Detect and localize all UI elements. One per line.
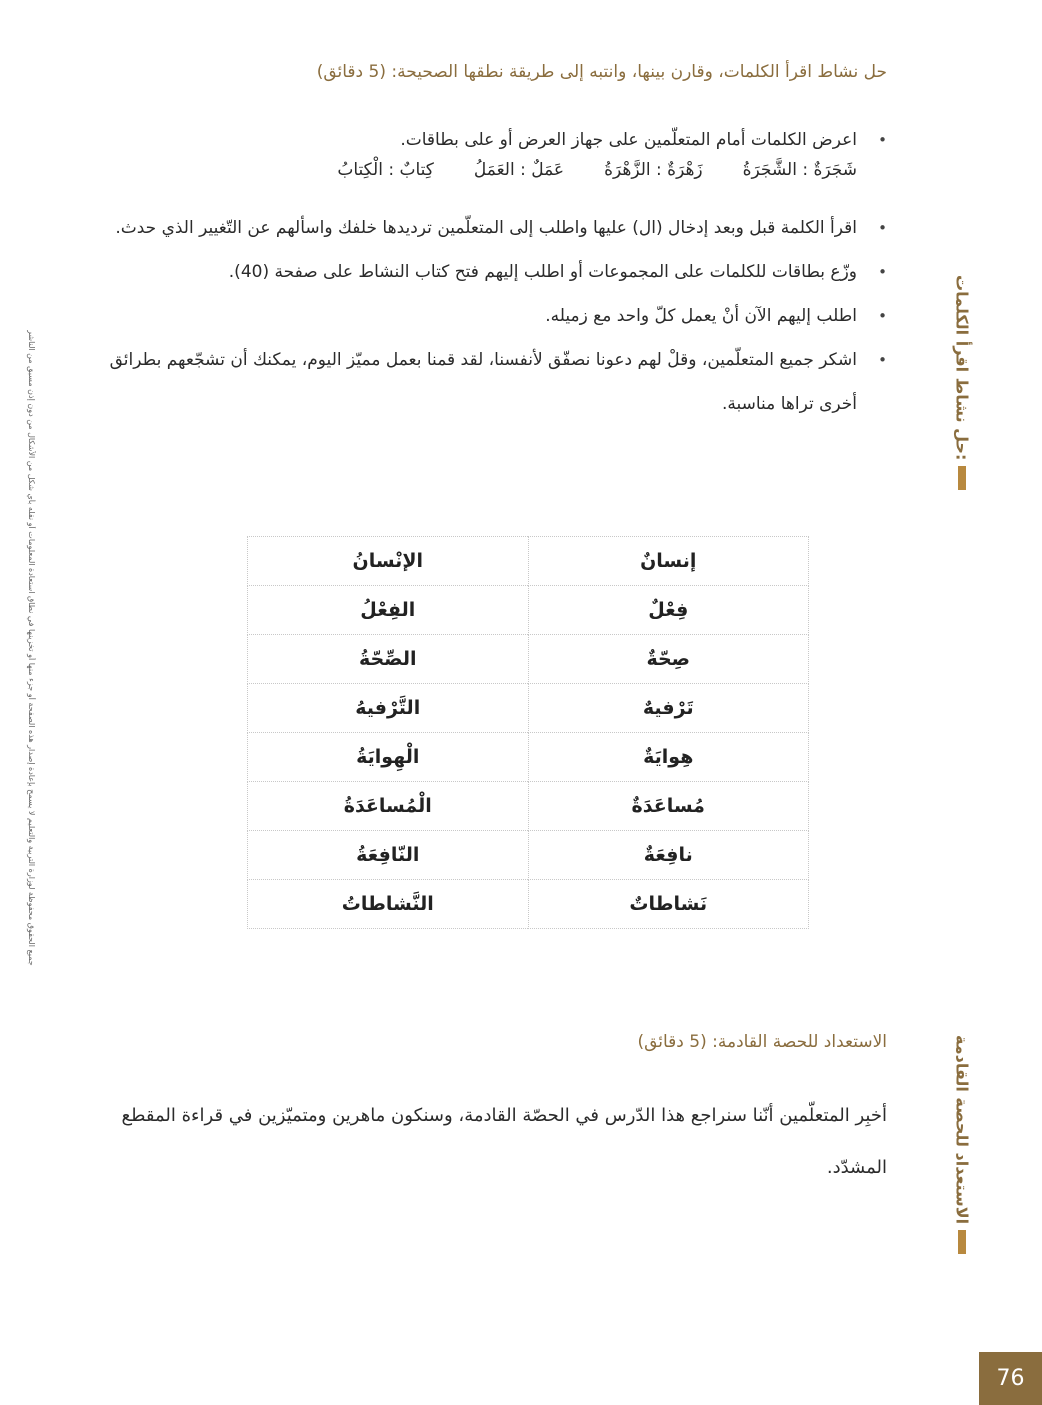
side-label-text: حل نشاط اقرأ الكلمات: <box>952 275 972 461</box>
preparation-text: أخبِر المتعلّمين أنّنا سنراجع هذا الدّرس في الحصّة القادمة، وسنكون ماهرين ومتميّزين في قراءة المقطع المشدّد. <box>121 1105 887 1178</box>
word-with-al: النّافِعَةُ <box>248 831 529 880</box>
bullet-item: • اقرأ الكلمة قبل وبعد إدخال (ال) عليها واطلب إلى المتعلّمين ترديدها خلفك واسألهم عن التّغيير الذي حدث. <box>67 206 857 250</box>
table-row <box>248 831 809 880</box>
word-with-al: النَّشاطاتُ <box>248 880 529 929</box>
bullet-item: • وزّع بطاقات للكلمات على المجموعات أو اطلب إليهم فتح كتاب النشاط على صفحة (40). <box>67 250 857 294</box>
side-label-preparation <box>942 1035 982 1254</box>
copyright-notice: جميع الحقوق محفوظة لوزارة التربية والتعليم لا يسمح بإعادة إصدار هذه الصفحة أو جزء منها أو تخزينها في نطاق استعادة المعلومات أو نقله بأي شكل من الأشكال من دون إذن مسبق من الناشر <box>27 330 36 966</box>
word-with-al: الإنْسانُ <box>248 537 529 586</box>
word-without-al: فِعْلٌ <box>528 586 809 635</box>
word-without-al: إنسانٌ <box>528 537 809 586</box>
words-table <box>247 536 809 929</box>
word-pairs-line <box>337 160 857 180</box>
word-without-al: نافِعَةٌ <box>528 831 809 880</box>
word-without-al: صِحّةٌ <box>528 635 809 684</box>
side-label-text: الاستعداد للحصة القادمة <box>952 1035 972 1225</box>
side-label-bar <box>958 466 966 490</box>
table-row <box>248 880 809 929</box>
bullet-item: • اعرض الكلمات أمام المتعلّمين على جهاز العرض أو على بطاقات. <box>67 118 857 162</box>
table-row <box>248 782 809 831</box>
side-label-activity <box>942 275 982 490</box>
table-row <box>248 733 809 782</box>
word-with-al: الْهِوايَةُ <box>248 733 529 782</box>
bullet-item: • اطلب إليهم الآن أنْ يعمل كلّ واحد مع زميله. <box>67 294 857 338</box>
word-with-al: التَّرْفيهُ <box>248 684 529 733</box>
table-row <box>248 635 809 684</box>
side-label-bar <box>958 1230 966 1254</box>
word-with-al: الصِّحّةُ <box>248 635 529 684</box>
page-number: 76 <box>979 1352 1042 1405</box>
word-with-al: الفِعْلُ <box>248 586 529 635</box>
word-with-al: الْمُساعَدَةُ <box>248 782 529 831</box>
word-without-al: تَرْفيهٌ <box>528 684 809 733</box>
table-row <box>248 586 809 635</box>
word-pair: زَهْرَةٌ : الزَّهْرَةُ <box>604 160 703 180</box>
table-row <box>248 537 809 586</box>
word-without-al: نَشاطاتٌ <box>528 880 809 929</box>
word-without-al: هِوايَةٌ <box>528 733 809 782</box>
word-pair: شَجَرَةٌ : الشَّجَرَةُ <box>742 160 857 180</box>
activity-title: حل نشاط اقرأ الكلمات، وقارن بينها، وانتبه إلى طريقة نطقها الصحيحة: (5 دقائق) <box>316 62 887 82</box>
table-row <box>248 684 809 733</box>
preparation-title: الاستعداد للحصة القادمة: (5 دقائق) <box>637 1032 887 1052</box>
word-pair: عَمَلٌ : العَمَلُ <box>473 160 565 180</box>
word-without-al: مُساعَدَةٌ <box>528 782 809 831</box>
word-pair: كِتابٌ : الْكِتابُ <box>337 160 434 180</box>
bullet-item: • اشكر جميع المتعلّمين، وقلْ لهم دعونا نصفّق لأنفسنا، لقد قمنا بعمل مميّز اليوم، يمكنك أن تشجّعهم بطرائق أخرى تراها مناسبة. <box>67 338 857 426</box>
